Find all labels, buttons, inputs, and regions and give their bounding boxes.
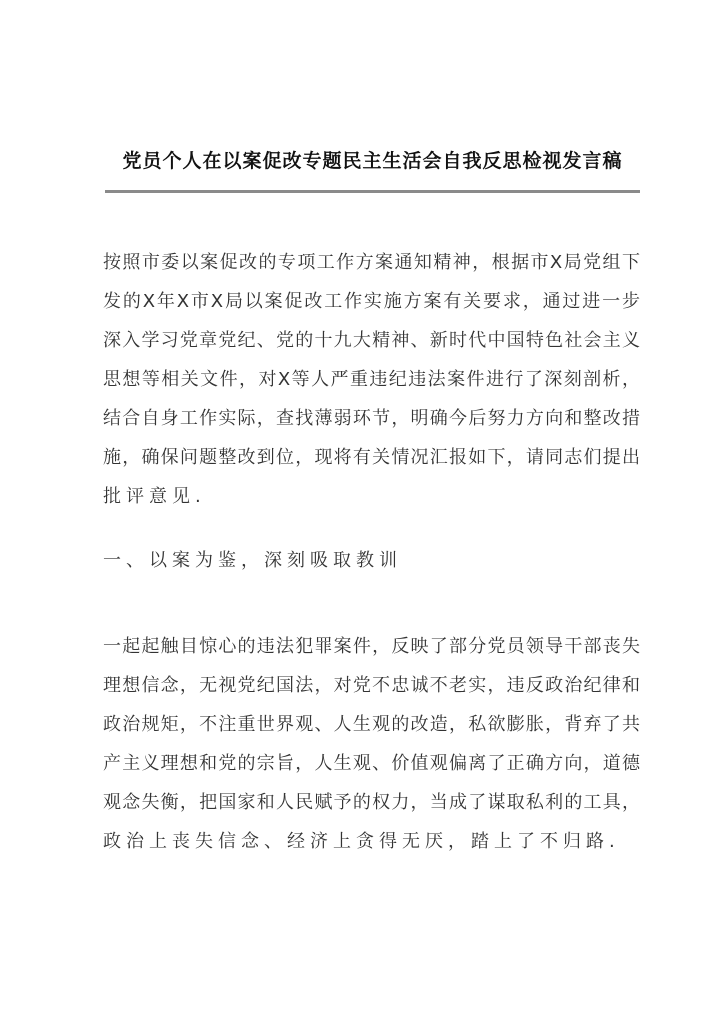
paragraph-line: 发的X年X市X局以案促改工作实施方案有关要求，通过进一步 (103, 291, 640, 312)
paragraph-intro (103, 243, 640, 516)
paragraph-line: 按照市委以案促改的专项工作方案通知精神，根据市X局党组下 (103, 252, 640, 273)
paragraph-line: 深入学习党章党纪、党的十九大精神、新时代中国特色社会主义 (103, 330, 640, 351)
paragraph-line: 政治上丧失信念、经济上贪得无厌，踏上了不归路. (103, 831, 620, 852)
paragraph-line: 产主义理想和党的宗旨，人生观、价值观偏离了正确方向，道德 (103, 753, 640, 774)
paragraph-line: 政治规矩，不注重世界观、人生观的改造，私欲膨胀，背弃了共 (103, 714, 640, 735)
paragraph-line: 观念失衡，把国家和人民赋予的权力，当成了谋取私利的工具， (103, 792, 640, 813)
paragraph-line: 思想等相关文件，对X等人严重违纪违法案件进行了深刻剖析， (103, 369, 640, 390)
paragraph-line: 施，确保问题整改到位，现将有关情况汇报如下，请同志们提出 (103, 447, 640, 468)
paragraph-line: 一起起触目惊心的违法犯罪案件，反映了部分党员领导干部丧失 (103, 636, 640, 657)
paragraph-lessons (103, 627, 640, 861)
paragraph-line: 结合自身工作实际，查找薄弱环节，明确今后努力方向和整改措 (103, 408, 640, 429)
section-heading: 一、以案为鉴，深刻吸取教训 (103, 550, 402, 571)
document-title: 党员个人在以案促改专题民主生活会自我反思检视发言稿 (122, 150, 623, 172)
paragraph-line: 理想信念，无视党纪国法，对党不忠诚不老实，违反政治纪律和 (103, 675, 640, 696)
title-divider (105, 190, 640, 193)
paragraph-line: 批评意见. (103, 486, 206, 507)
